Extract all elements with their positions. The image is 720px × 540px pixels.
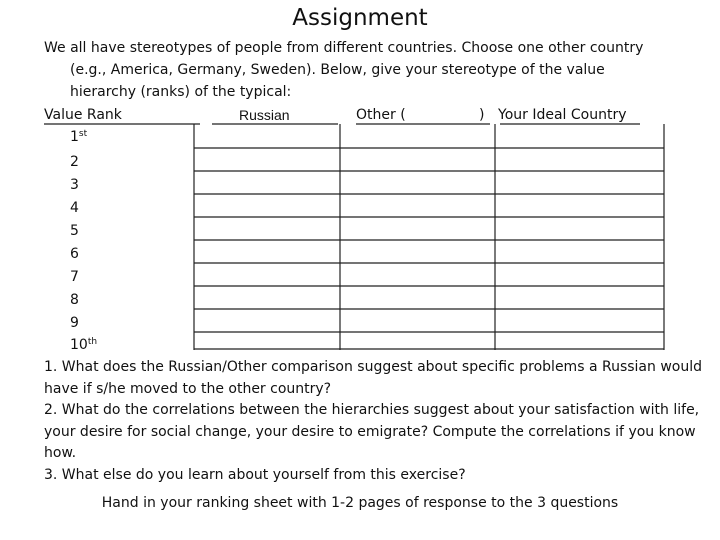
question-1: 1. What does the Russian/Other comparison suggest about specific problems a Russian would have if s/he moved to the other country?	[44, 359, 702, 397]
rank-label-5: 5	[70, 223, 79, 239]
rank-label-7: 7	[70, 269, 79, 285]
rank-label-9: 9	[70, 315, 79, 331]
rank-label-2: 2	[70, 154, 79, 170]
header-value-rank: Value Rank	[44, 107, 122, 123]
intro-line-3: hierarchy (ranks) of the typical:	[70, 84, 292, 100]
footer-instruction: Hand in your ranking sheet with 1-2 pages of response to the 3 questions	[101, 495, 619, 511]
question-2: 2. What do the correlations between the hierarchies suggest about your satisfaction with life, your desire for social change, your desire to emigrate? Compute the correlations if you know how.	[44, 402, 700, 461]
header-ideal-country: Your Ideal Country	[498, 107, 627, 123]
rank-label-4: 4	[70, 200, 79, 216]
header-other: Other (	[356, 107, 406, 123]
rank-label-3: 3	[70, 177, 79, 193]
rank-label-8: 8	[70, 292, 79, 308]
header-other-close: )	[479, 107, 485, 123]
rank-label-1: 1st	[70, 129, 88, 145]
page-title: Assignment	[292, 5, 428, 31]
question-3: 3. What else do you learn about yourself from this exercise?	[44, 466, 466, 483]
questions-block	[44, 357, 714, 486]
intro-line-2: (e.g., America, Germany, Sweden). Below, give your stereotype of the value	[70, 62, 605, 78]
rank-label-10: 10th	[70, 337, 98, 353]
header-russian: Russian	[239, 107, 290, 123]
intro-line-1: We all have stereotypes of people from different countries. Choose one other country	[44, 40, 644, 56]
rank-label-6: 6	[70, 246, 79, 262]
